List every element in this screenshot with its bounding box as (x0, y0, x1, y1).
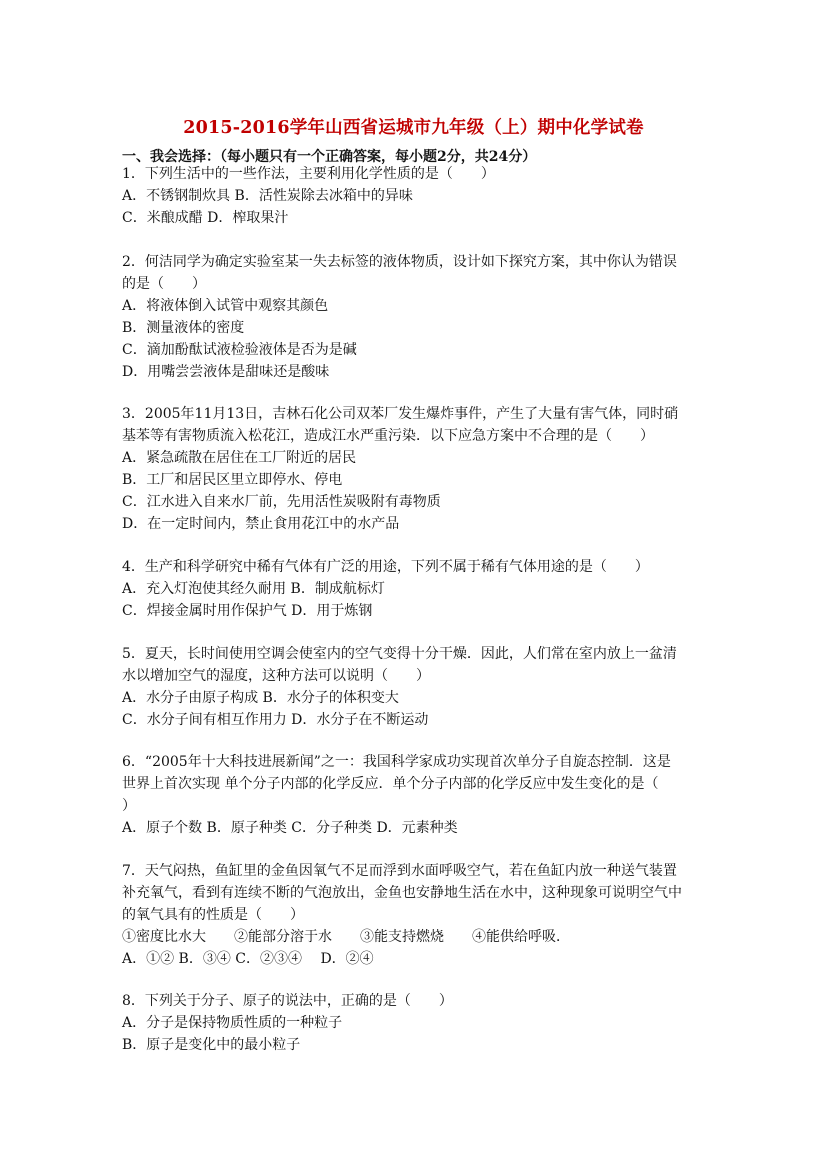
q3-stem-line2: 基苯等有害物质流入松花江，造成江水严重污染．以下应急方案中不合理的是（ ） (122, 428, 654, 444)
q5-options-cd: C．水分子间有相互作用力 D．水分子在不断运动 (122, 712, 429, 728)
q4-stem: 4．生产和科学研究中稀有气体有广泛的用途，下列不属于稀有气体用途的是（ ） (122, 559, 649, 575)
q5-stem-line2: 水以增加空气的湿度，这种方法可以说明（ ） (122, 668, 430, 684)
q5-stem-line1: 5．夏天，长时间使用空调会使室内的空气变得十分干燥．因此，人们常在室内放上一盆清 (122, 646, 677, 662)
q7-stem-line3: 的氧气具有的性质是（ ） (122, 907, 304, 923)
q2-option-b: B．测量液体的密度 (122, 320, 245, 336)
q2-stem-line1: 2．何洁同学为确定实验室某一失去标签的液体物质，设计如下探究方案，其中你认为错误 (122, 254, 677, 270)
q2-stem-line2: 的是（ ） (122, 276, 206, 292)
q1-options-cd: C．米酿成醋 D．榨取果汁 (122, 210, 289, 226)
section-heading: 一、我会选择：（每小题只有一个正确答案，每小题2分，共24分） (122, 149, 537, 165)
q6-stem-line3: ） (122, 798, 136, 814)
q1-options-ab: A．不锈钢制炊具 B．活性炭除去冰箱中的异味 (122, 188, 413, 204)
q3-option-c: C．江水进入自来水厂前，先用活性炭吸附有毒物质 (122, 494, 441, 510)
q6-options: A．原子个数 B．原子种类 C．分子种类 D．元素种类 (122, 820, 458, 836)
q2-option-a: A．将液体倒入试管中观察其颜色 (122, 298, 329, 314)
q2-option-c: C．滴加酚酞试液检验液体是否为是碱 (122, 342, 357, 358)
q3-option-d: D．在一定时间内，禁止食用花江中的水产品 (122, 516, 400, 532)
q3-option-b: B．工厂和居民区里立即停水、停电 (122, 472, 343, 488)
q2-option-d: D．用嘴尝尝液体是甜味还是酸味 (122, 364, 330, 380)
q7-stem-line1: 7．天气闷热，鱼缸里的金鱼因氧气不足而浮到水面呼吸空气，若在鱼缸内放一种送气装置 (122, 863, 677, 879)
q8-stem: 8．下列关于分子、原子的说法中，正确的是（ ） (122, 993, 453, 1009)
q6-stem-line1: 6．“2005年十大科技进展新闻”之一：我国科学家成功实现首次单分子自旋态控制．这是 (122, 754, 671, 770)
q3-stem-line1: 3．2005年11月13日，吉林石化公司双苯厂发生爆炸事件，产生了大量有害气体，同时硝 (122, 406, 679, 422)
q1-stem: 1．下列生活中的一些作法，主要利用化学性质的是（ ） (122, 166, 495, 182)
q6-stem-line2: 世界上首次实现 单个分子内部的化学反应．单个分子内部的化学反应中发生变化的是（ (122, 776, 659, 792)
q7-stem-line2: 补充氧气，看到有连续不断的气泡放出，金鱼也安静地生活在水中，这种现象可说明空气中 (122, 885, 682, 901)
exam-title: 2015-2016学年山西省运城市九年级（上）期中化学试卷 (183, 118, 644, 138)
q4-options-ab: A．充入灯泡使其经久耐用 B．制成航标灯 (122, 581, 385, 597)
q8-option-a: A．分子是保持物质性质的一种粒子 (122, 1015, 343, 1031)
q8-option-b: B．原子是变化中的最小粒子 (122, 1037, 301, 1053)
q7-properties-list: ①密度比水大 ②能部分溶于水 ③能支持燃烧 ④能供给呼吸． (122, 929, 570, 945)
q3-option-a: A．紧急疏散在居住在工厂附近的居民 (122, 450, 357, 466)
q4-options-cd: C．焊接金属时用作保护气 D．用于炼钢 (122, 603, 373, 619)
q5-options-ab: A．水分子由原子构成 B．水分子的体积变大 (122, 690, 399, 706)
q7-options: A．①② B．③④ C．②③④ D．②④ (122, 951, 374, 967)
